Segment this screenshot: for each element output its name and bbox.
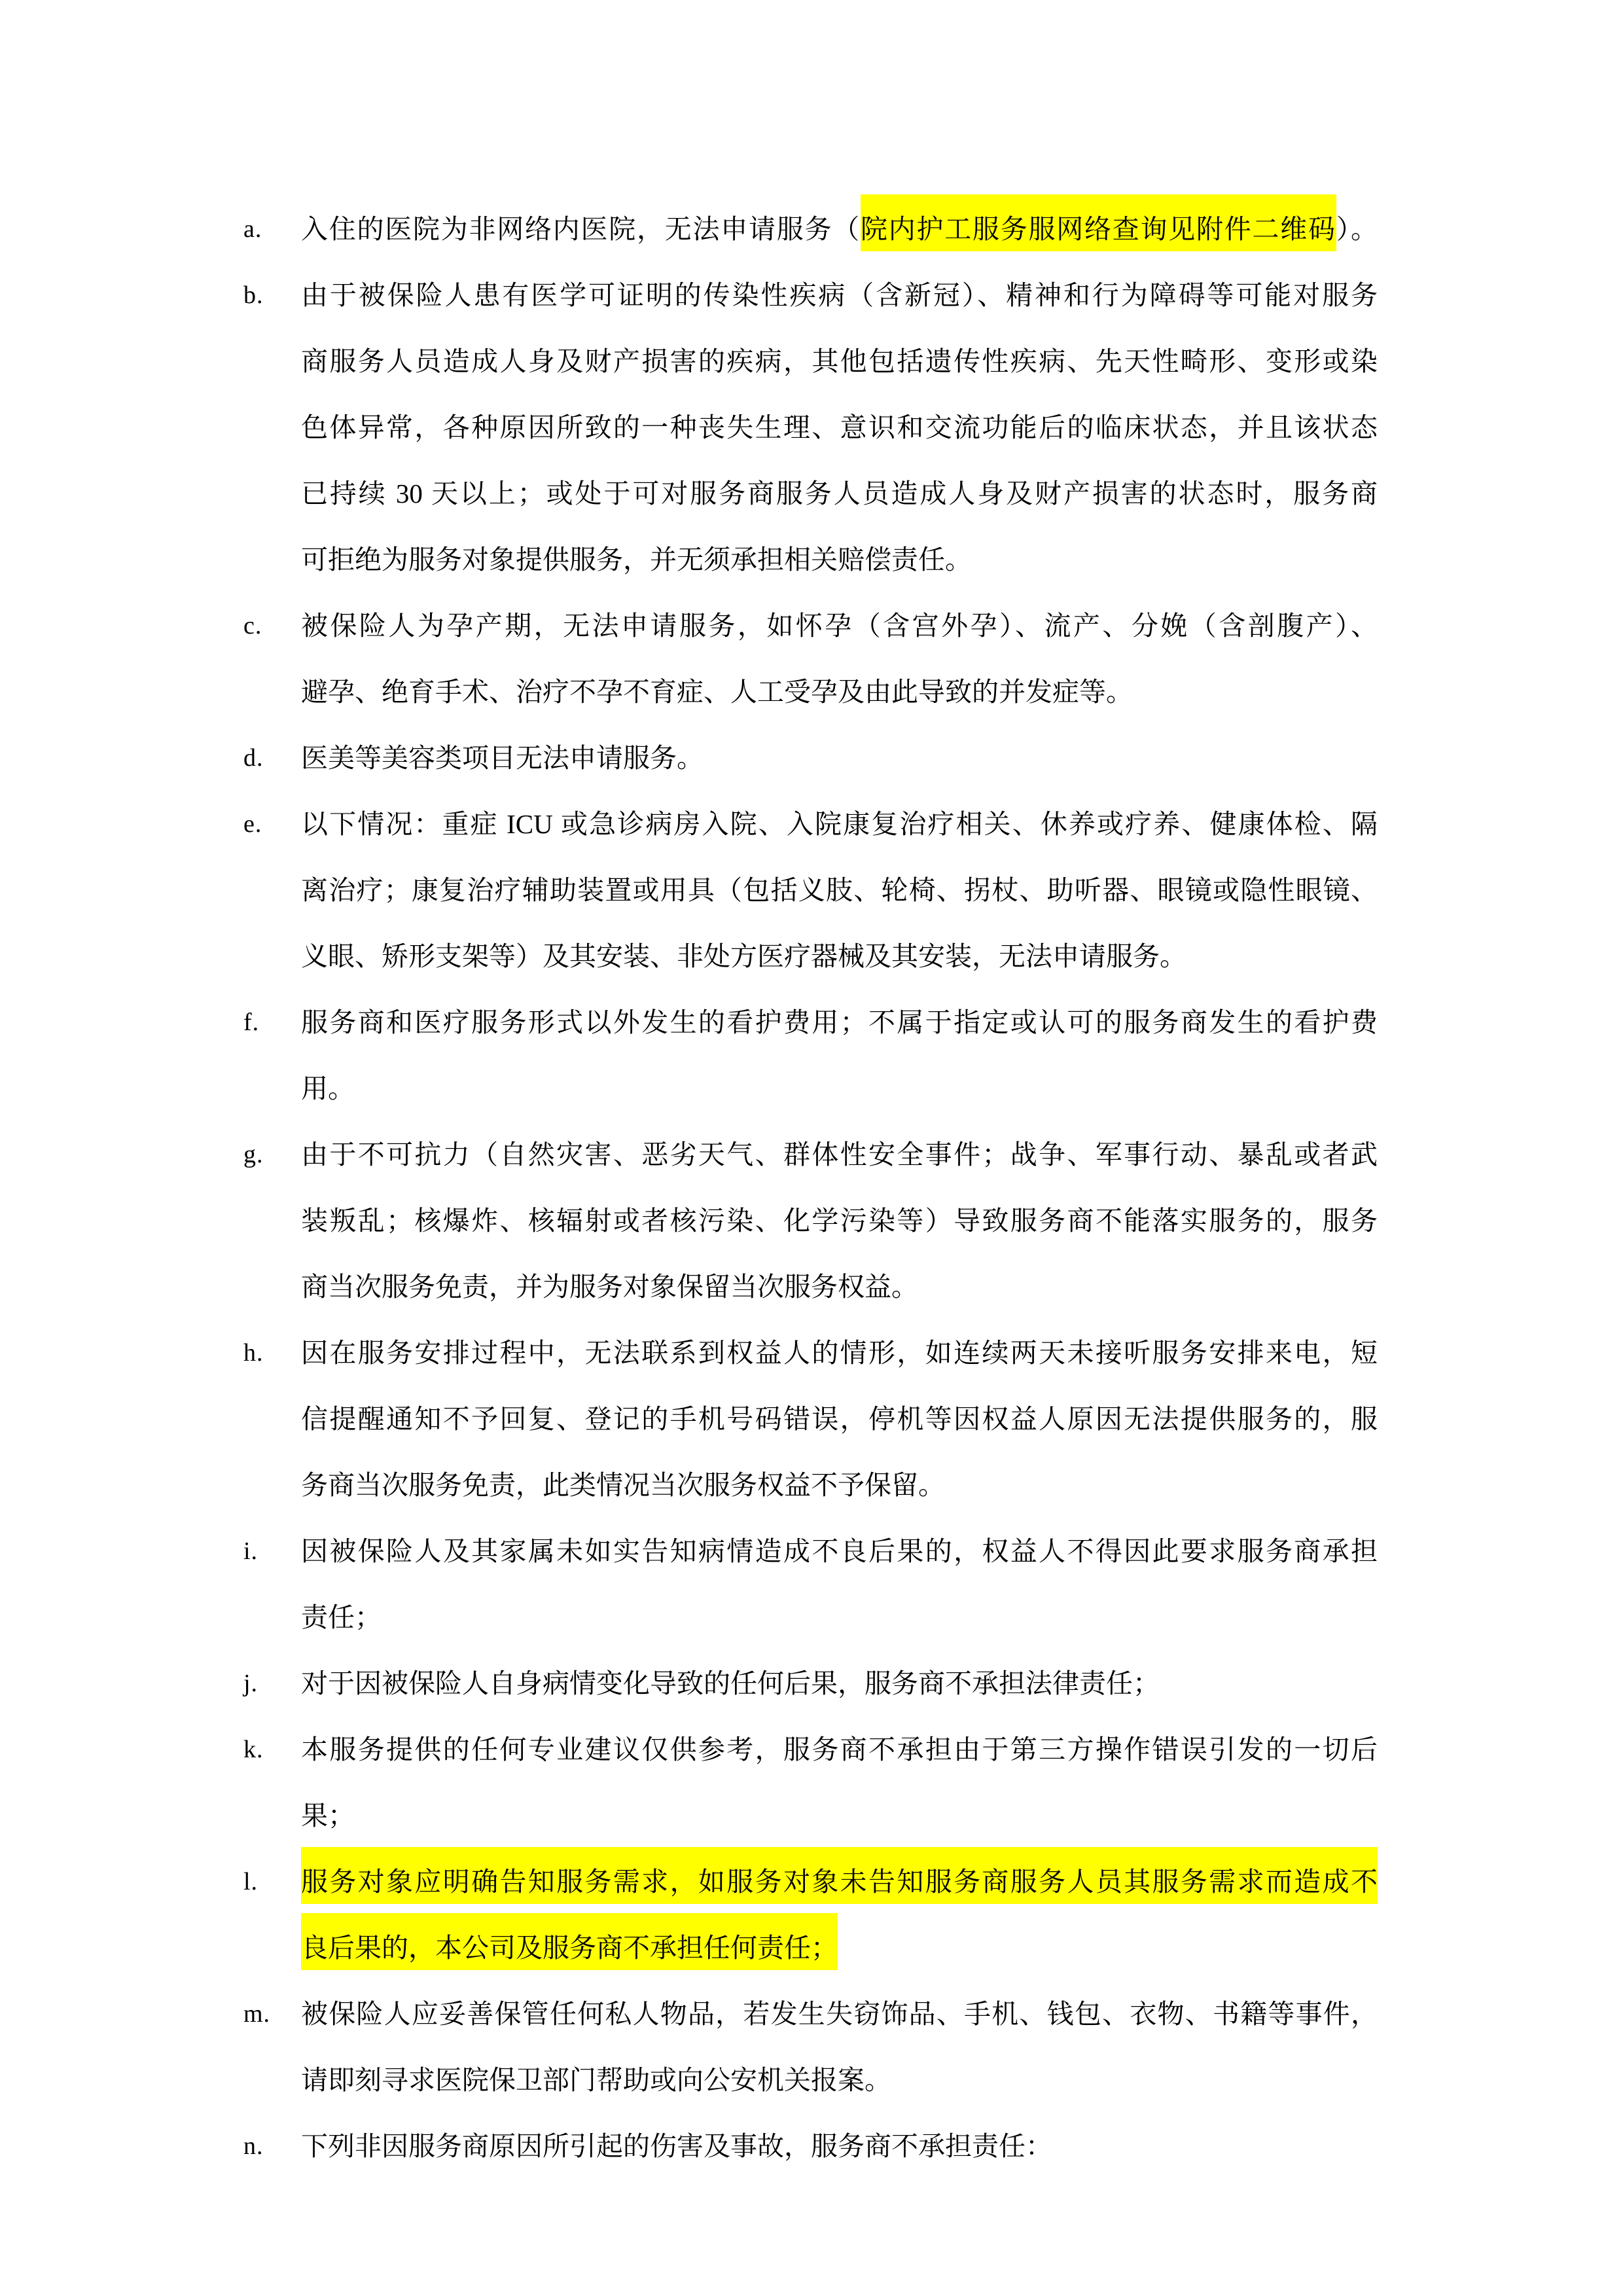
text-line	[301, 2047, 1378, 2113]
text-segment: 本服务提供的任何专业建议仅供参考，服务商不承担由于第三方操作错误引发的一切后	[301, 1734, 1378, 1765]
text-segment: ）。	[1336, 214, 1378, 244]
list-item-label: d.	[243, 744, 264, 772]
text-line	[301, 1849, 1378, 1915]
list-item-label: g.	[243, 1141, 264, 1168]
list-item	[243, 791, 1378, 990]
text-line	[301, 329, 1378, 395]
text-segment: 信提醒通知不予回复、登记的手机号码错误，停机等因权益人原因无法提供服务的，服	[301, 1404, 1378, 1434]
list-item	[243, 1981, 1378, 2113]
text-segment: 务商当次服务免责，此类情况当次服务权益不予保留。	[301, 1470, 945, 1500]
list-item-label: f.	[243, 1009, 260, 1036]
list-item	[243, 1122, 1378, 1320]
text-line	[301, 395, 1378, 461]
list-item	[243, 990, 1378, 1122]
text-segment: 服务商和医疗服务形式以外发生的看护费用；不属于指定或认可的服务商发生的看护费	[301, 1007, 1378, 1037]
text-segment: 可拒绝为服务对象提供服务，并无须承担相关赔偿责任。	[301, 545, 972, 575]
text-line	[301, 1981, 1378, 2047]
list-item	[243, 1320, 1378, 1518]
list-item-label: j.	[243, 1670, 259, 1697]
list-item-body	[301, 1518, 1378, 1651]
list-item-body	[301, 196, 1378, 262]
list-item-label: b.	[243, 281, 264, 309]
text-line	[301, 1320, 1378, 1386]
highlighted-text: 良后果的，本公司及服务商不承担任何责任；	[301, 1913, 838, 1970]
list-item	[243, 1849, 1378, 1981]
text-line	[301, 1783, 1378, 1849]
list-item-label: h.	[243, 1339, 264, 1367]
text-line	[301, 1452, 1378, 1518]
text-line	[301, 924, 1378, 990]
list-item-body	[301, 1320, 1378, 1518]
text-segment: 被保险人为孕产期，无法申请服务，如怀孕（含宫外孕）、流产、分娩（含剖腹产）、	[301, 611, 1378, 641]
text-segment: 被保险人应妥善保管任何私人物品，若发生失窃饰品、手机、钱包、衣物、书籍等事件，	[301, 1999, 1378, 2029]
text-line	[301, 1915, 1378, 1981]
list-item-label: c.	[243, 612, 262, 639]
text-line	[301, 1585, 1378, 1651]
list-item-body	[301, 1651, 1378, 1717]
text-segment: 对于因被保险人自身病情变化导致的任何后果，服务商不承担法律责任；	[301, 1668, 1160, 1698]
list-item	[243, 1518, 1378, 1651]
text-segment: 商当次服务免责，并为服务对象保留当次服务权益。	[301, 1272, 918, 1302]
list-item-label: i.	[243, 1537, 259, 1565]
text-line	[301, 659, 1378, 725]
list-item-body	[301, 593, 1378, 725]
text-line	[301, 1386, 1378, 1452]
text-segment: 因在服务安排过程中，无法联系到权益人的情形，如连续两天未接听服务安排来电，短	[301, 1338, 1378, 1368]
text-line	[301, 1651, 1378, 1717]
list-item	[243, 2113, 1378, 2179]
text-segment: 由于被保险人患有医学可证明的传染性疾病（含新冠）、精神和行为障碍等可能对服务	[301, 280, 1378, 310]
text-line	[301, 990, 1378, 1056]
list-item-body	[301, 1717, 1378, 1849]
list-item-label: e.	[243, 810, 262, 838]
text-segment: 果；	[301, 1801, 355, 1831]
text-line	[301, 725, 1378, 791]
text-line	[301, 1122, 1378, 1188]
text-line	[301, 461, 1378, 527]
text-line	[301, 791, 1378, 857]
text-segment: 入住的医院为非网络内医院，无法申请服务（	[301, 214, 861, 244]
list-item	[243, 725, 1378, 791]
text-line	[301, 1717, 1378, 1783]
text-segment: 下列非因服务商原因所引起的伤害及事故，服务商不承担责任：	[301, 2131, 1052, 2161]
list-item-label: l.	[243, 1868, 259, 1895]
text-segment: 离治疗；康复治疗辅助装置或用具（包括义肢、轮椅、拐杖、助听器、眼镜或隐性眼镜、	[301, 875, 1378, 905]
text-segment: 用。	[301, 1073, 355, 1103]
text-segment: 由于不可抗力（自然灾害、恶劣天气、群体性安全事件；战争、军事行动、暴乱或者武	[301, 1139, 1378, 1170]
list-item-body	[301, 262, 1378, 593]
text-segment: 因被保险人及其家属未如实告知病情造成不良后果的，权益人不得因此要求服务商承担	[301, 1536, 1378, 1566]
text-line	[301, 1188, 1378, 1254]
list-item-label: m.	[243, 2000, 271, 2028]
text-line	[301, 593, 1378, 659]
text-segment: 装叛乱；核爆炸、核辐射或者核污染、化学污染等）导致服务商不能落实服务的，服务	[301, 1206, 1378, 1236]
text-line	[301, 1518, 1378, 1585]
text-line	[301, 527, 1378, 593]
highlighted-text: 服务对象应明确告知服务需求，如服务对象未告知服务商服务人员其服务需求而造成不	[301, 1847, 1378, 1904]
list-item-body	[301, 1122, 1378, 1320]
list-item	[243, 593, 1378, 725]
text-line	[301, 1254, 1378, 1320]
list-item	[243, 262, 1378, 593]
text-line	[301, 857, 1378, 924]
text-segment: 避孕、绝育手术、治疗不孕不育症、人工受孕及由此导致的并发症等。	[301, 677, 1133, 707]
text-segment: 医美等美容类项目无法申请服务。	[301, 743, 704, 773]
list-item-body	[301, 2113, 1378, 2179]
text-segment: 商服务人员造成人身及财产损害的疾病，其他包括遗传性疾病、先天性畸形、变形或染	[301, 346, 1378, 376]
text-line	[301, 196, 1378, 262]
list-item-body	[301, 791, 1378, 990]
list-item-body	[301, 1849, 1378, 1981]
list-item-label: a.	[243, 215, 262, 243]
text-segment: 义眼、矫形支架等）及其安装、非处方医疗器械及其安装，无法申请服务。	[301, 941, 1186, 971]
text-segment: 以下情况：重症 ICU 或急诊病房入院、入院康复治疗相关、休养或疗养、健康体检、隔	[301, 809, 1378, 839]
text-segment: 色体异常，各种原因所致的一种丧失生理、意识和交流功能后的临床状态，并且该状态	[301, 412, 1378, 442]
list-item-body	[301, 725, 1378, 791]
list-item-body	[301, 1981, 1378, 2113]
list-item	[243, 1651, 1378, 1717]
text-line	[301, 262, 1378, 329]
list-item-body	[301, 990, 1378, 1122]
text-segment: 请即刻寻求医院保卫部门帮助或向公安机关报案。	[301, 2065, 891, 2095]
list-item	[243, 196, 1378, 262]
list-item-label: k.	[243, 1736, 264, 1763]
text-segment: 责任；	[301, 1602, 382, 1632]
list-item-label: n.	[243, 2132, 264, 2160]
highlighted-text: 院内护工服务服网络查询见附件二维码	[861, 194, 1336, 251]
text-line	[301, 2113, 1378, 2179]
text-line	[301, 1056, 1378, 1122]
text-segment: 已持续 30 天以上；或处于可对服务商服务人员造成人身及财产损害的状态时，服务商	[301, 478, 1378, 509]
exclusions-list	[243, 196, 1378, 2179]
list-item	[243, 1717, 1378, 1849]
